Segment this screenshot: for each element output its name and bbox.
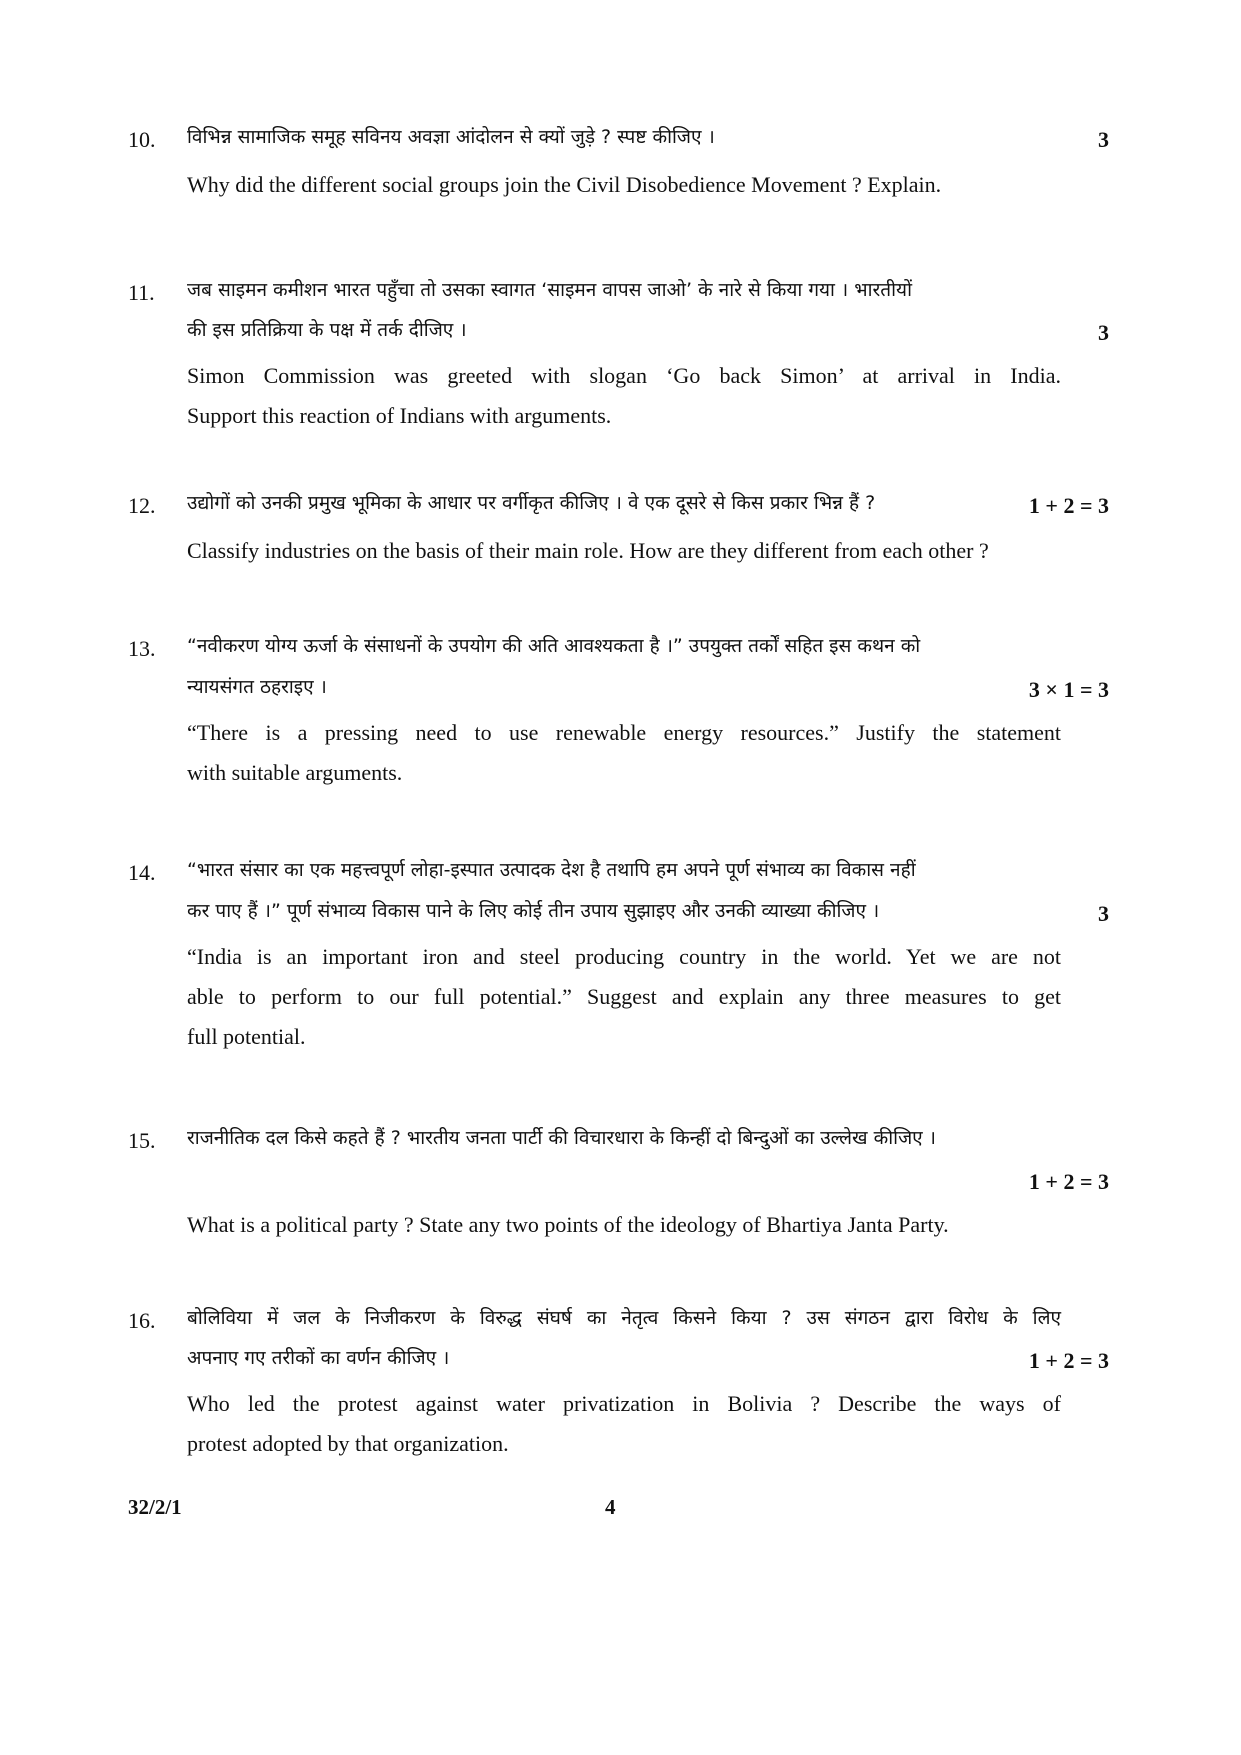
question-english-line: What is a political party ? State any two points of the ideology of Bhartiya Janta Party. [187, 1212, 949, 1237]
question-hindi-line: जब साइमन कमीशन भारत पहुँचा तो उसका स्वागत ‘साइमन वापस जाओ’ के नारे से किया गया । भारतीयों [187, 279, 912, 301]
question-english-line: able to perform to our full potential.” Suggest and explain any three measures to get [187, 984, 1061, 1009]
question-number: 16. [128, 1308, 156, 1333]
question-hindi-line: कर पाए हैं ।” पूर्ण संभाव्य विकास पाने के लिए कोई तीन उपाय सुझाइए और उनकी व्याख्या कीजिए । [187, 900, 880, 922]
question-english-line: protest adopted by that organization. [187, 1431, 509, 1456]
question-hindi-line: न्यायसंगत ठहराइए । [187, 676, 327, 698]
question-english-line: full potential. [187, 1024, 306, 1049]
question-marks: 3 × 1 = 3 [1028, 677, 1109, 702]
question-marks: 1 + 2 = 3 [1028, 1348, 1109, 1373]
question-number: 12. [128, 493, 156, 518]
question-number: 14. [128, 860, 156, 885]
question-english-line: “There is a pressing need to use renewable energy resources.” Justify the statement [187, 720, 1061, 745]
question-english-line: with suitable arguments. [187, 760, 403, 785]
question-hindi-line: राजनीतिक दल किसे कहते हैं ? भारतीय जनता पार्टी की विचारधारा के किन्हीं दो बिन्दुओं का उल्लेख कीजिए । [187, 1127, 936, 1149]
question-english-line: Classify industries on the basis of their main role. How are they different from each other ? [187, 538, 989, 563]
question-hindi-line: विभिन्न सामाजिक समूह सविनय अवज्ञा आंदोलन से क्यों जुड़े ? स्पष्ट कीजिए । [187, 126, 715, 148]
question-marks: 1 + 2 = 3 [1028, 1169, 1109, 1194]
page-number: 4 [605, 1495, 616, 1519]
question-hindi-line: उद्योगों को उनकी प्रमुख भूमिका के आधार पर वर्गीकृत कीजिए । वे एक दूसरे से किस प्रकार भिन्न हैं ? [187, 492, 876, 514]
question-english-line: “India is an important iron and steel producing country in the world. Yet we are not [187, 944, 1061, 969]
question-number: 11. [128, 280, 155, 305]
question-number: 13. [128, 636, 156, 661]
question-hindi-line: अपनाए गए तरीकों का वर्णन कीजिए । [187, 1347, 450, 1369]
question-english-line: Who led the protest against water privatization in Bolivia ? Describe the ways of [187, 1391, 1061, 1416]
question-marks: 3 [1098, 320, 1109, 345]
question-english-line: Why did the different social groups join the Civil Disobedience Movement ? Explain. [187, 172, 942, 197]
question-hindi-line: “नवीकरण योग्य ऊर्जा के संसाधनों के उपयोग की अति आवश्यकता है ।” उपयुक्त तर्कों सहित इस कथन को [187, 635, 921, 657]
question-number: 15. [128, 1128, 156, 1153]
question-english-line: Simon Commission was greeted with slogan ‘Go back Simon’ at arrival in India. [187, 363, 1061, 388]
paper-code: 32/2/1 [128, 1495, 182, 1519]
question-hindi-line: “भारत संसार का एक महत्त्वपूर्ण लोहा-इस्पात उत्पादक देश है तथापि हम अपने पूर्ण संभाव्य का विकास नहीं [187, 859, 916, 881]
question-english-line: Support this reaction of Indians with arguments. [187, 403, 612, 428]
question-hindi-line: की इस प्रतिक्रिया के पक्ष में तर्क दीजिए । [187, 319, 467, 341]
question-marks: 3 [1098, 901, 1109, 926]
question-marks: 1 + 2 = 3 [1028, 493, 1109, 518]
question-hindi-line: बोलिविया में जल के निजीकरण के विरुद्ध संघर्ष का नेतृत्व किसने किया ? उस संगठन द्वारा विरोध के लिए [187, 1307, 1061, 1329]
question-number: 10. [128, 127, 156, 152]
question-marks: 3 [1098, 127, 1109, 152]
